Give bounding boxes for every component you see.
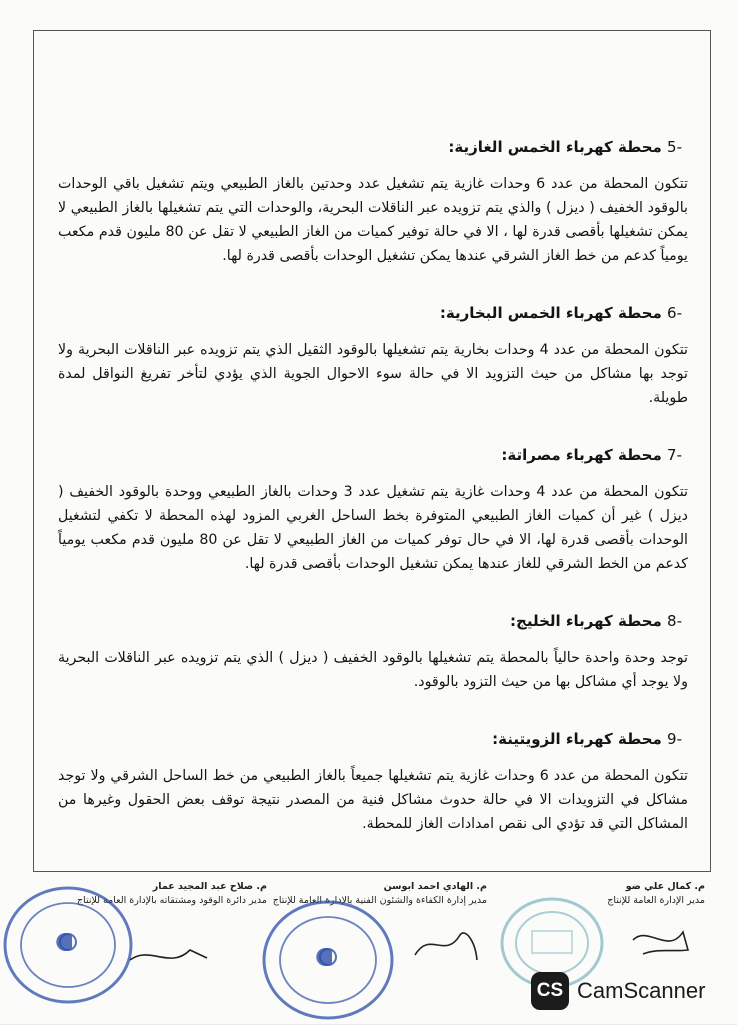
- official-stamp-blue: [258, 895, 398, 1025]
- camscanner-watermark: [531, 968, 737, 1014]
- section-text: تتكون المحطة من عدد 6 وحدات غازية يتم تشغيل عدد وحدتين بالغاز الطبيعي ويتم تشغيل باقي الوحدات بالوقود الخفيف ( ديزل ) والذي يتم تزويده عبر الناقلات البحرية، والوحدات التي يتم تشغيلها بالغاز الطبيعي لا يمكن تشغيلها بأقصى قدرة لها ، الا في حالة توفير كميات من الغاز الطبيعي لا تقل عن 80 مليون قدم مكعب يومياً كدعم من خط الغاز الشرقي عندها يمكن تشغيل الوحدات بأقصى قدرة لها.: [58, 176, 688, 264]
- section-6: [58, 304, 688, 410]
- section-heading: -6 محطة كهرباء الخمس البخارية:: [439, 304, 682, 322]
- section-5: [58, 138, 688, 268]
- section-8: [58, 612, 688, 694]
- section-7: [58, 446, 688, 576]
- signatory-name: م. كمال علي ضو: [625, 881, 705, 892]
- section-text: تتكون المحطة من عدد 6 وحدات غازية يتم تشغيلها جميعاً بالغاز الطبيعي من خط الساحل الشرقي ولا توجد مشاكل في التزويدات الا في حالة حدوث مشاكل فنية من المصدر نتيجة توقف بعض الحقول وغيرها من المشاكل التي قد تؤدي الى نقص امدادات الغاز للمحطة.: [58, 768, 688, 832]
- signatory-name: م. صلاح عبد المجيد عمار: [152, 881, 267, 892]
- official-stamp-blue: [0, 880, 140, 1010]
- signatory-title: مدير الإدارة العامة للإنتاج: [607, 895, 705, 906]
- section-text: تتكون المحطة من عدد 4 وحدات بخارية يتم تشغيلها بالوقود الثقيل الذي يتم تزويده عبر الناقلات البحرية ولا توجد بها مشاكل من حيث التزويد الا في حالة سوء الاحوال الجوية الذي يؤدي لتأخر تفريغ النواقل لمدة طويلة.: [58, 342, 688, 406]
- section-9: [58, 730, 688, 836]
- section-heading: -8 محطة كهرباء الخليج:: [510, 612, 682, 630]
- camscanner-logo-icon: CS: [531, 972, 569, 1010]
- section-heading: -7 محطة كهرباء مصراتة:: [501, 446, 682, 464]
- section-text: توجد وحدة واحدة حالياً بالمحطة يتم تشغيلها بالوقود الخفيف ( ديزل ) الذي يتم تزويده عبر الناقلات البحرية ولا يوجد أي مشاكل بها من حيث التزود بالوقود.: [58, 650, 688, 690]
- document-body: [58, 138, 688, 836]
- handwritten-signature: [125, 930, 215, 980]
- camscanner-label: CamScanner: [577, 978, 706, 1003]
- signatory-title: مدير دائرة الوقود ومشتقاته بالإدارة العامة للإنتاج: [76, 895, 267, 906]
- section-heading: -9 محطة كهرباء الزويتينة:: [492, 730, 682, 748]
- section-heading: -5 محطة كهرباء الخمس الغازية:: [448, 138, 682, 156]
- signatory-name: م. الهادي احمد ابوسن: [383, 881, 487, 892]
- signatory-title: مدير إدارة الكفاءة والشئون الفنية بالإدارة العامة للإنتاج: [272, 895, 487, 906]
- handwritten-signature: [405, 920, 485, 970]
- handwritten-signature: [628, 920, 698, 960]
- section-text: تتكون المحطة من عدد 4 وحدات غازية يتم تشغيل عدد 3 وحدات بالغاز الطبيعي ووحدة بالوقود الخفيف ( ديزل ) غير أن كميات الغاز الطبيعي المتوفرة بخط الساحل الغربي المزود لهذه المحطة لا تكفي لتشغيل الوحدات بأقصى قدرة لها، الا في حال توفر كميات من الغاز الطبيعي لا تقل عن 80 مليون قدم مكعب يومياً كدعم من الخط الشرقي للغاز عندها يمكن تشغيل الوحدات بأقصى قدرة لها.: [58, 484, 688, 572]
